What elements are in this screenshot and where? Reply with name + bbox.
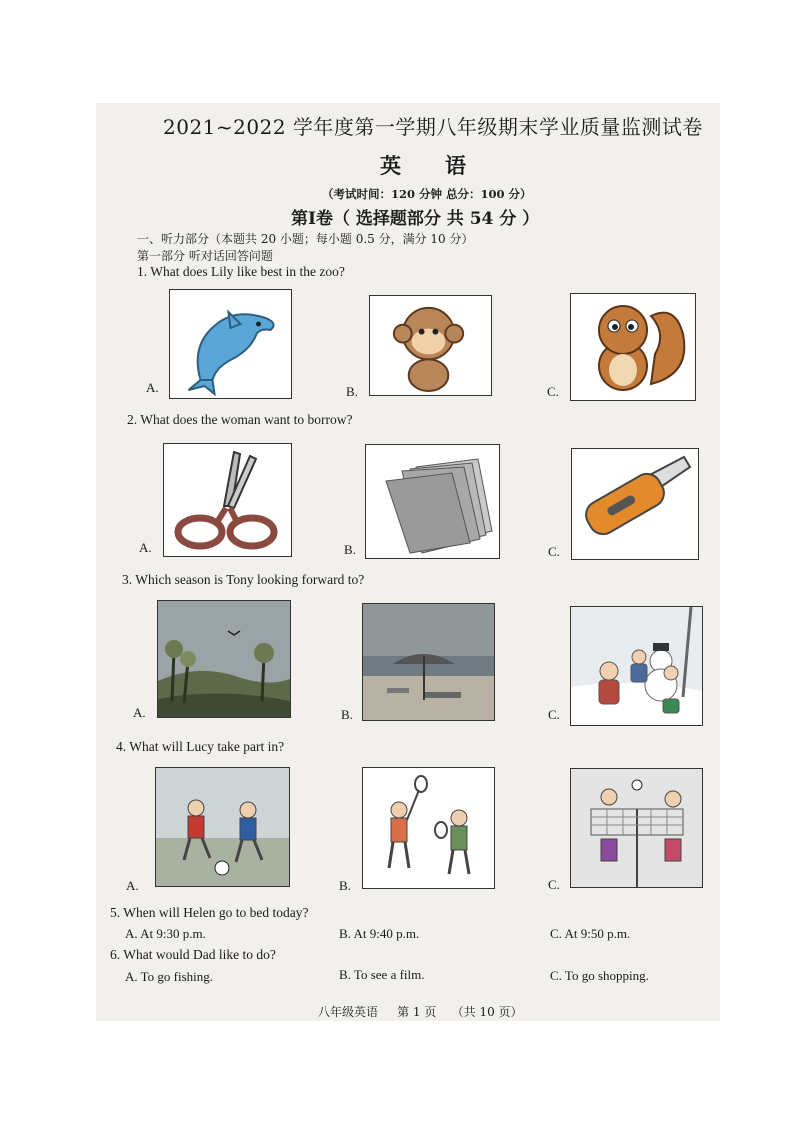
section-title: 一、听力部分（本题共 20 小题；每小题 0.5 分，满分 10 分） <box>137 232 474 246</box>
winter-snowman-icon <box>570 606 703 726</box>
q1-label-c: C. <box>547 384 559 399</box>
q4-label-c: C. <box>548 877 560 892</box>
squirrel-icon <box>570 293 696 401</box>
q2-label-a: A. <box>139 540 152 555</box>
question-4: 4. What will Lucy take part in? <box>116 739 285 754</box>
footer-page-number: 第 1 页 <box>397 1005 437 1019</box>
question-2: 2. What does the woman want to borrow? <box>127 412 353 427</box>
question-5: 5. When will Helen go to bed today? <box>110 905 309 920</box>
football-icon <box>155 767 290 887</box>
q6-option-a: A. To go fishing. <box>125 969 214 984</box>
volleyball-icon <box>570 768 703 888</box>
question-3: 3. Which season is Tony looking forward to? <box>122 572 365 587</box>
q4-label-b: B. <box>339 878 351 893</box>
question-6: 6. What would Dad like to do? <box>110 947 276 962</box>
q6-option-b: B. To see a film. <box>339 967 425 982</box>
q5-option-a: A. At 9:30 p.m. <box>125 926 206 941</box>
spring-scene-icon <box>157 600 291 718</box>
q6-option-c: C. To go shopping. <box>550 968 649 983</box>
footer-grade-subject: 八年级英语 <box>318 1005 379 1019</box>
exam-info: （考试时间：120 分钟 总分：100 分） <box>322 187 532 201</box>
question-1: 1. What does Lily like best in the zoo? <box>137 264 345 279</box>
part-title: 第Ⅰ卷（ 选择题部分 共 54 分 ） <box>291 209 540 229</box>
summer-beach-icon <box>362 603 495 721</box>
q3-label-b: B. <box>341 707 353 722</box>
q2-label-b: B. <box>344 542 356 557</box>
subject-title: 英语 <box>380 153 510 178</box>
monkey-icon <box>369 295 492 396</box>
dolphin-icon <box>169 289 292 399</box>
q5-option-b: B. At 9:40 p.m. <box>339 926 420 941</box>
knife-icon <box>571 448 699 560</box>
exam-title: 2021~2022 学年度第一学期八年级期末学业质量监测试卷 <box>163 115 703 139</box>
badminton-icon <box>362 767 495 889</box>
q3-label-c: C. <box>548 707 560 722</box>
scissors-icon <box>163 443 292 557</box>
q3-label-a: A. <box>133 705 146 720</box>
footer-page-total: （共 10 页） <box>451 1005 523 1019</box>
page-footer <box>318 1003 523 1020</box>
q1-label-b: B. <box>346 384 358 399</box>
q1-label-a: A. <box>146 380 159 395</box>
paper-icon <box>365 444 500 559</box>
q4-label-a: A. <box>126 878 139 893</box>
section-subtitle: 第一部分 听对话回答问题 <box>137 249 273 263</box>
q5-option-c: C. At 9:50 p.m. <box>550 926 631 941</box>
q2-label-c: C. <box>548 544 560 559</box>
